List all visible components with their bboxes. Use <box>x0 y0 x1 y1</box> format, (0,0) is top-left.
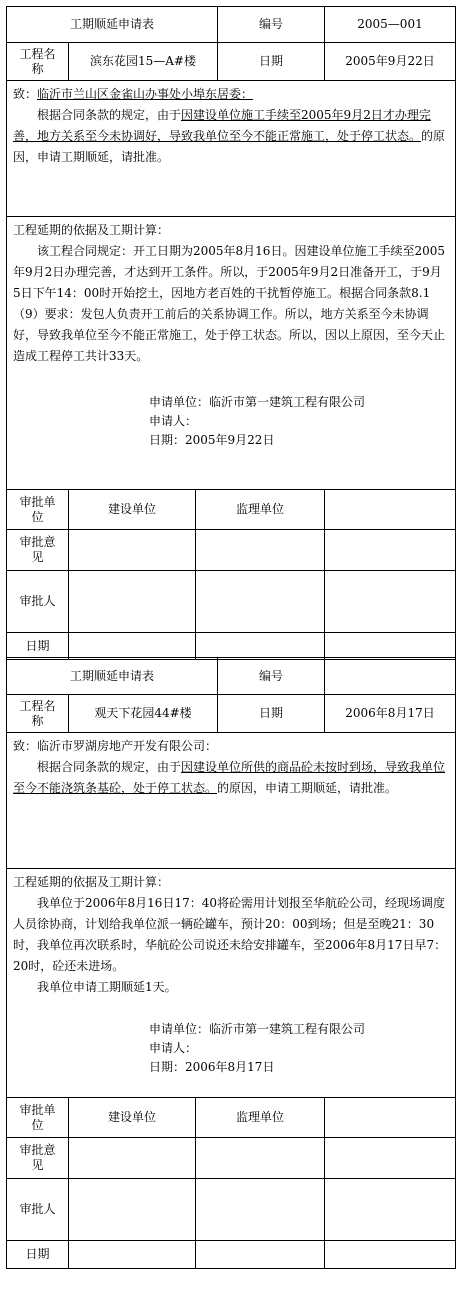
approval-date-construction <box>69 633 196 659</box>
opinion-label: 审批意见 <box>7 1138 69 1178</box>
form-title: 工期顺延申请表 <box>7 658 218 694</box>
approval-unit-label: 审批单位 <box>7 490 69 529</box>
approval-unit-label: 审批单位 <box>7 1098 69 1137</box>
extension-form-1 <box>6 6 456 660</box>
date-label: 日期 <box>218 695 325 732</box>
number-value: 2005—001 <box>357 17 423 31</box>
opinion-construction <box>69 530 196 570</box>
approval-date-extra <box>325 633 455 659</box>
applicant-unit: 申请单位：临沂市第一建筑工程有限公司 <box>149 1022 366 1036</box>
form-title: 工期顺延申请表 <box>7 7 218 42</box>
addressee-name: 临沂市罗湖房地产开发有限公司： <box>37 739 218 753</box>
header-row <box>6 6 456 43</box>
approval-date-label: 日期 <box>7 633 69 659</box>
header-row <box>6 657 456 695</box>
opinion-label: 审批意见 <box>7 530 69 570</box>
project-label: 工程名称 <box>7 695 69 732</box>
approval-date-supervision <box>196 633 325 659</box>
approval-header-row <box>6 490 456 530</box>
col-construction: 建设单位 <box>69 1098 196 1137</box>
extension-form-2 <box>6 657 456 1269</box>
applicant-date: 日期：2005年9月22日 <box>149 433 275 447</box>
approval-date-extra <box>325 1241 455 1268</box>
basis-paragraph-2: 我单位申请工期顺延1天。 <box>37 980 177 994</box>
approver-label: 审批人 <box>7 571 69 632</box>
addressee-name: 临沂市兰山区金雀山办事处小埠东居委： <box>37 87 254 101</box>
project-label: 工程名称 <box>7 43 69 80</box>
applicant-unit: 申请单位：临沂市第一建筑工程有限公司 <box>149 395 366 409</box>
approver-label: 审批人 <box>7 1179 69 1240</box>
approver-supervision <box>196 571 325 632</box>
col-construction: 建设单位 <box>69 490 196 529</box>
col-supervision: 监理单位 <box>196 1098 325 1137</box>
col-extra <box>325 490 455 529</box>
applicant-person: 申请人： <box>149 1041 198 1055</box>
opinion-extra <box>325 530 455 570</box>
approver-supervision <box>196 1179 325 1240</box>
approver-row <box>6 1179 456 1241</box>
opinion-extra <box>325 1138 455 1178</box>
approval-opinion-row <box>6 1138 456 1179</box>
approver-extra <box>325 1179 455 1240</box>
basis-section <box>6 217 456 490</box>
opinion-supervision <box>196 530 325 570</box>
col-extra <box>325 1098 455 1137</box>
number-label: 编号 <box>218 7 325 42</box>
approval-date-construction <box>69 1241 196 1268</box>
basis-title: 工程延期的依据及工期计算： <box>13 223 170 237</box>
date-value: 2005年9月22日 <box>345 54 435 68</box>
project-row <box>6 43 456 81</box>
number-value <box>325 658 455 694</box>
col-supervision: 监理单位 <box>196 490 325 529</box>
request-text: 根据合同条款的规定，由于因建设单位施工手续至2005年9月2日才办理完善，地方关系至今未协调好，导致我单位至今不能正常施工，处于停工状态。的原因，申请工期顺延，请批准。 <box>13 108 446 164</box>
request-section <box>6 733 456 869</box>
approval-date-label: 日期 <box>7 1241 69 1268</box>
project-value: 滨东花园15—A#楼 <box>69 43 218 80</box>
request-text: 根据合同条款的规定，由于因建设单位所供的商品砼未按时到场，导致我单位至今不能浇筑条基砼，处于停工状态。的原因，申请工期顺延，请批准。 <box>13 760 446 795</box>
opinion-supervision <box>196 1138 325 1178</box>
request-reason: 因建设单位施工手续至2005年9月2日才办理完善，地方关系至今未协调好，导致我单位至今不能正常施工，处于停工状态。 <box>13 108 431 143</box>
applicant-date: 日期：2006年8月17日 <box>149 1060 275 1074</box>
basis-paragraph: 我单位于2006年8月16日17：40将砼需用计划报至华航砼公司，经现场调度人员徐协商，计划给我单位派一辆砼罐车，预计20：00到场；但是至晚21：30时，我单位再次联系时，华航砼公司说还未给安排罐车，至2006年8月17日早7：20时，砼还未进场。 <box>13 896 447 973</box>
request-section <box>6 81 456 217</box>
approval-header-row <box>6 1098 456 1138</box>
basis-title: 工程延期的依据及工期计算： <box>13 875 170 889</box>
addressee: 致：临沂市兰山区金雀山办事处小埠东居委： <box>13 87 254 101</box>
approver-construction <box>69 1179 196 1240</box>
date-label: 日期 <box>218 43 325 80</box>
approval-date-supervision <box>196 1241 325 1268</box>
applicant-person: 申请人： <box>149 414 198 428</box>
basis-section <box>6 869 456 1098</box>
approver-construction <box>69 571 196 632</box>
approver-extra <box>325 571 455 632</box>
project-row <box>6 695 456 733</box>
date-value: 2006年8月17日 <box>345 706 435 720</box>
basis-paragraph: 该工程合同规定：开工日期为2005年8月16日。因建设单位施工手续至2005年9月2日办理完善，才达到开工条件。所以，于2005年9月2日准备开工，于9月5日下午14：00时开始挖土，因地方老百姓的干扰暂停施工。根据合同条款8.1（9）要求：发包人负责开工前后的关系协调工作。所以，地方关系至今未协调好，导致我单位至今不能正常施工，处于停工状态。所以，因以上原因，至今天止造成工程停工共计33天。 <box>13 244 446 363</box>
approval-opinion-row <box>6 530 456 571</box>
request-reason: 因建设单位所供的商品砼未按时到场，导致我单位至今不能浇筑条基砼，处于停工状态。 <box>13 760 446 795</box>
approval-date-row <box>6 1241 456 1269</box>
addressee: 致：临沂市罗湖房地产开发有限公司： <box>13 739 218 753</box>
number-label: 编号 <box>218 658 325 694</box>
approval-date-row <box>6 633 456 660</box>
approver-row <box>6 571 456 633</box>
project-value: 观天下花园44#楼 <box>69 695 218 732</box>
opinion-construction <box>69 1138 196 1178</box>
